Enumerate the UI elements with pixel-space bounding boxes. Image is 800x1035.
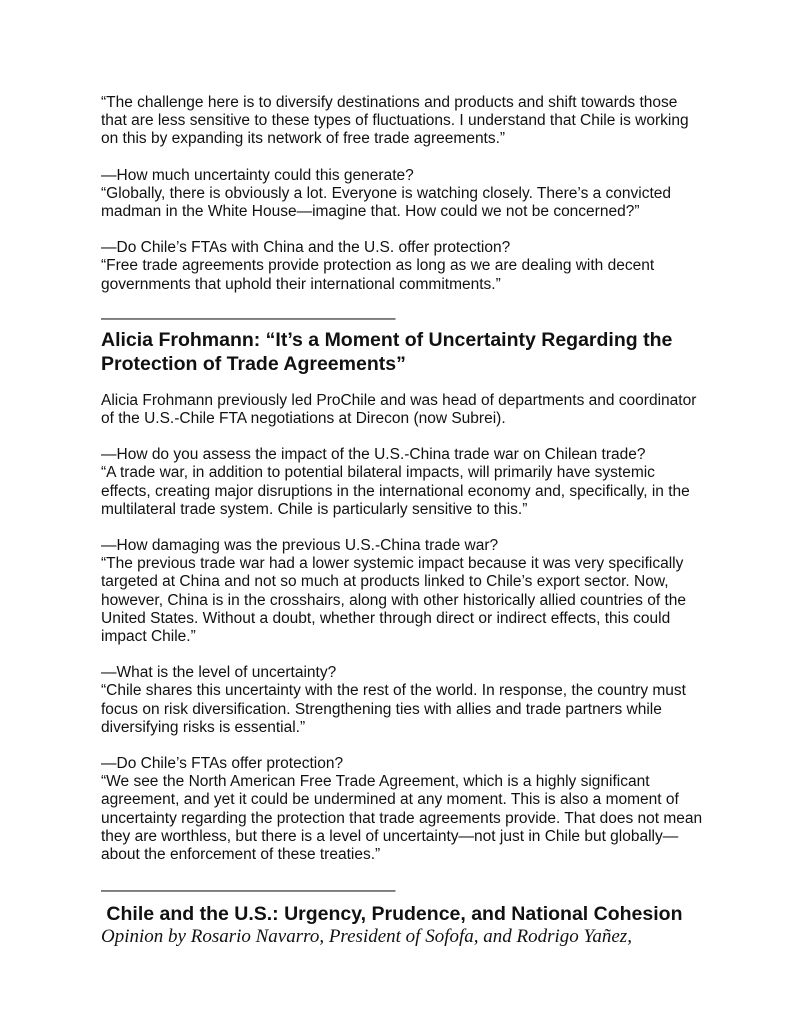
- question-fta-protection: —Do Chile’s FTAs with China and the U.S. offer protection? “Free trade agreements provide protection as long as we are dealing with decent governments that uphold their international commitments.”: [101, 239, 655, 293]
- section-heading-frohmann: Alicia Frohmann: “It’s a Moment of Uncertainty Regarding the Protection of Trade Agreements”: [101, 328, 673, 375]
- question-uncertainty: —How much uncertainty could this generate? “Globally, there is obviously a lot. Everyone is watching closely. There’s a convicted madman in the White House—imagine that. How could we not be concerned?”: [101, 166, 672, 221]
- question-level-uncertainty: —What is the level of uncertainty? “Chile shares this uncertainty with the rest of the world. In response, the country must focus on risk diversification. Strengthening ties with allies and trade partners while diversifying risks is essential.”: [101, 664, 686, 736]
- section-divider: ———————————————————: [101, 309, 396, 327]
- byline-opinion: Opinion by Rosario Navarro, President of Sofofa, and Rodrigo Yañez,: [101, 926, 632, 948]
- question-ftas-protection: —Do Chile’s FTAs offer protection? “We see the North American Free Trade Agreement, which is a highly significant agreement, and yet it could be undermined at any moment. This is also a moment of uncertainty regarding the protection that trade agreements provide. That does not mean they are worthless, but there is a level of uncertainty—not just in Chile but globally— about the enforcement of these treaties.”: [101, 755, 703, 864]
- section-divider: ———————————————————: [101, 882, 396, 900]
- intro-frohmann: Alicia Frohmann previously led ProChile and was head of departments and coordinator of the U.S.-Chile FTA negotiations at Direcon (now Subrei).: [101, 391, 697, 428]
- section-heading-chile-us: Chile and the U.S.: Urgency, Prudence, and National Cohesion: [101, 903, 683, 926]
- paragraph-challenge: “The challenge here is to diversify destinations and products and shift towards those that are less sensitive to these types of fluctuations. I understand that Chile is working on this by expanding its network of free trade agreements.”: [101, 94, 689, 148]
- question-previous-war: —How damaging was the previous U.S.-China trade war? “The previous trade war had a lower systemic impact because it was very specifically targeted at China and not so much at products linked to Chile’s export sector. Now, however, China is in the crosshairs, along with other historically allied countries of the United States. Without a doubt, whether through direct or indirect effects, this could impact Chile.”: [101, 537, 686, 646]
- document-page: [101, 94, 741, 948]
- question-impact: —How do you assess the impact of the U.S.-China trade war on Chilean trade? “A trade war, in addition to potential bilateral impacts, will primarily have systemic effects, creating major disruptions in the international economy and, specifically, in the multilateral trade system. Chile is particularly sensitive to this.”: [101, 446, 690, 518]
